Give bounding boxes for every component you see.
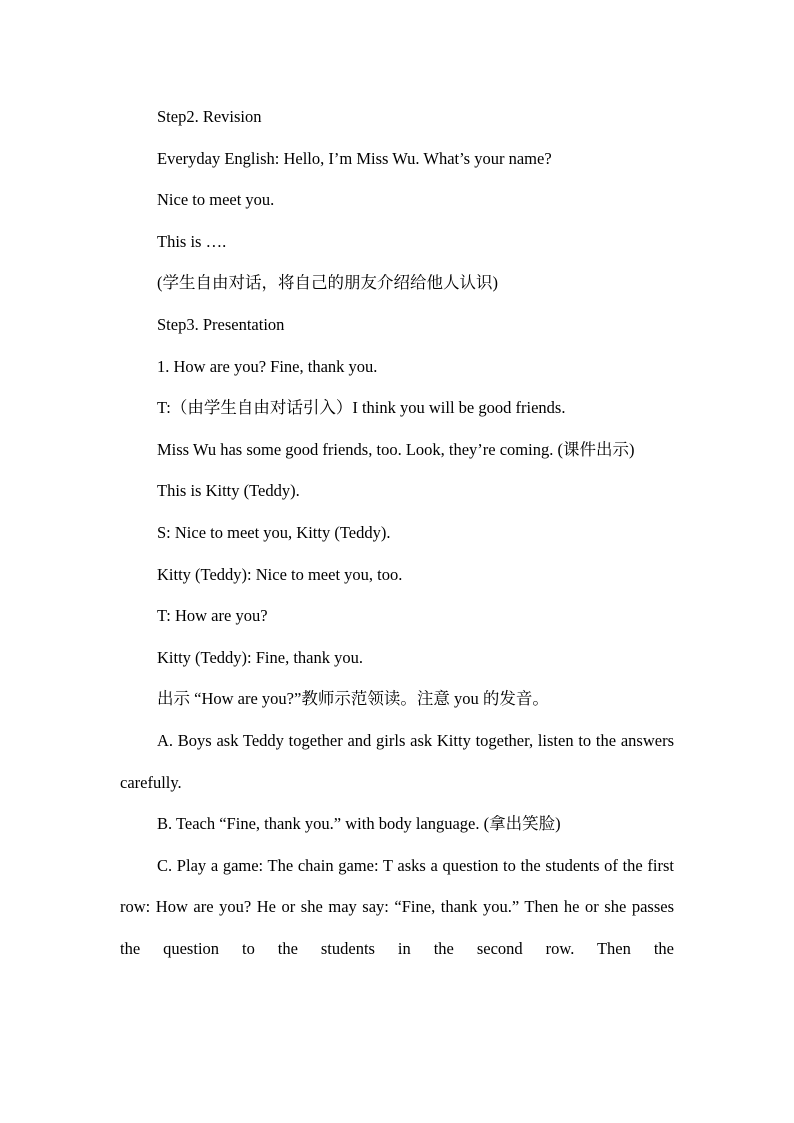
paragraph-step-a: A. Boys ask Teddy together and girls ask Kitty together, listen to the answers carefully. (120, 730, 674, 792)
paragraph-kitty-fine: Kitty (Teddy): Fine, thank you. (157, 647, 363, 667)
heading-step2-revision: Step2. Revision (157, 107, 262, 126)
paragraph-nice-to-meet-you: Nice to meet you. (157, 190, 275, 210)
paragraph-miss-wu-friends: Miss Wu has some good friends, too. Look, they’re coming. (课件出示) (157, 439, 635, 459)
heading-step3-presentation: Step3. Presentation (157, 314, 285, 334)
paragraph-student-greeting: S: Nice to meet you, Kitty (Teddy). (157, 522, 391, 542)
paragraph-kitty-reply: Kitty (Teddy): Nice to meet you, too. (157, 564, 403, 584)
document-body (120, 96, 674, 969)
paragraph-teacher-question: T: How are you? (157, 606, 268, 626)
paragraph-step-b: B. Teach “Fine, thank you.” with body language. (拿出笑脸) (157, 814, 561, 834)
paragraph-this-is-kitty: This is Kitty (Teddy). (157, 481, 300, 501)
paragraph-how-are-you: 1. How are you? Fine, thank you. (157, 356, 378, 376)
paragraph-teacher-intro: T:（由学生自由对话引入）I think you will be good friends. (157, 398, 566, 418)
paragraph-everyday-english: Everyday English: Hello, I’m Miss Wu. What’s your name? (157, 148, 552, 168)
paragraph-this-is: This is …. (157, 231, 227, 251)
paragraph-free-dialogue-note: (学生自由对话，将自己的朋友介绍给他人认识) (157, 273, 498, 293)
paragraph-show-how-are-you: 出示 “How are you?”教师示范领读。注意 you 的发音。 (157, 689, 549, 709)
paragraph-step-c: C. Play a game: The chain game: T asks a question to the students of the first row: How are you? He or she may say: “Fine, thank you.” Then he or she passes the question to the students in the second row. Then the (120, 855, 674, 958)
